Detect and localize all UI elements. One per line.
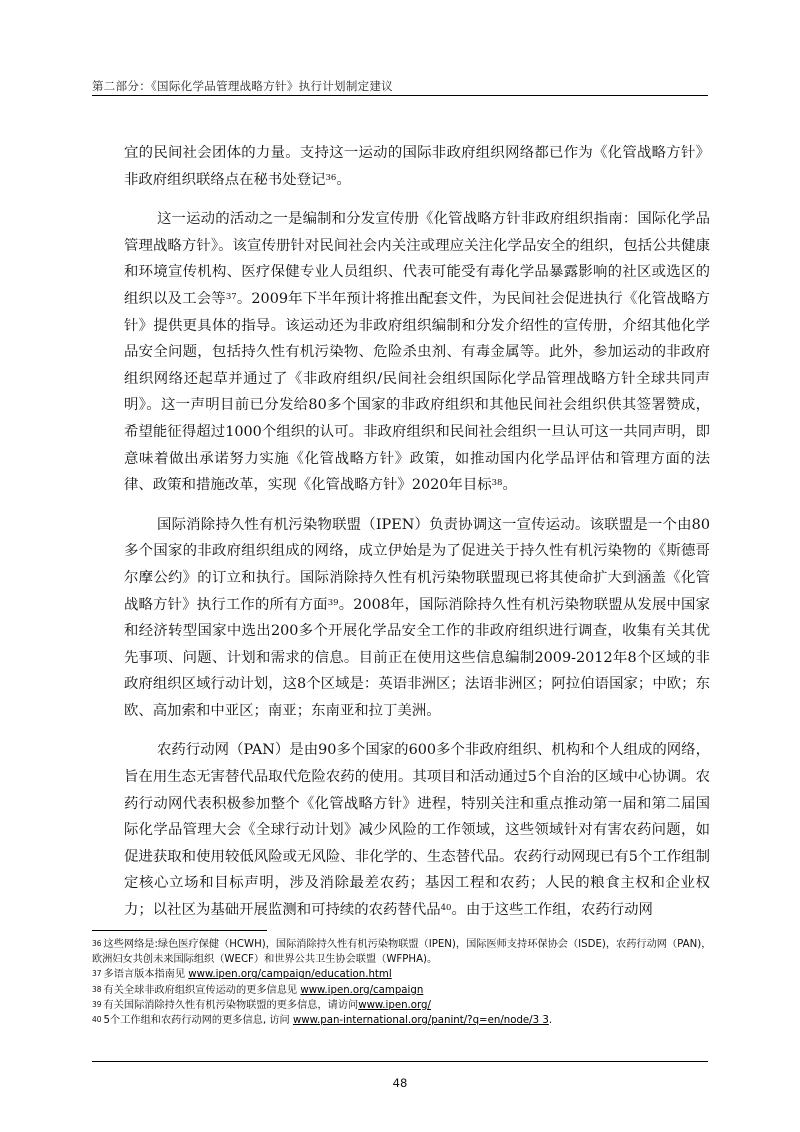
footnote-ref-39[interactable]: 39: [327, 597, 339, 608]
running-header: 第二部分：《国际化学品管理战略方针》执行计划制定建议: [92, 79, 394, 93]
footer-divider: [92, 1061, 708, 1062]
footnote-number: 38: [92, 984, 102, 994]
paragraph-1-text: 宜的民间社会团体的力量。支持这一运动的国际非政府组织网络都已作为《化管战略方针》非政府组织联络点在秘书处登记: [124, 145, 710, 188]
footnote-ref-40[interactable]: 40: [440, 903, 452, 914]
footnote-38: [92, 983, 712, 998]
paragraph-2-end: 。: [502, 477, 517, 494]
footnotes: [92, 937, 712, 1028]
footnote-text: 有关全球非政府组织宣传运动的更多信息见: [103, 984, 301, 996]
footnote-number: 36: [92, 939, 102, 948]
footnote-link[interactable]: www.ipen.org/campaign: [300, 984, 424, 996]
footnote-text: 5个工作组和农药行动网的更多信息, 访问: [103, 1015, 293, 1027]
footnote-text: 这些网络是:绿色医疗保健（HCWH)，国际消除持久性有机污染物联盟（IPEN)，国际医师支持环保协会（ISDE)，农药行动网（PAN)，欧洲妇女共创未来国际组织（WECF）和世界公共卫生协会联盟（WFPHA)。: [92, 939, 712, 966]
footnote-link[interactable]: www.ipen.org/campaign/education.html: [188, 969, 392, 981]
body-text: [124, 140, 710, 937]
footnote-37: [92, 967, 712, 982]
paragraph-3-end: 。2008年，国际消除持久性有机污染物联盟从发展中国家和经济转型国家中选出200多个开展化学品安全工作的非政府组织进行调查，收集有关其优先事项、问题、计划和需求的信息。目前正在使用这些信息编制2009-2012年8个区域的非政府组织区域行动计划，这8个区域是：英语非洲区；法语非洲区；阿拉伯语国家；中欧；东欧、高加索和中亚区；南亚；东南亚和拉丁美洲。: [124, 596, 710, 719]
paragraph-4-end: 。由于这些工作组，农药行动网: [451, 902, 653, 919]
paragraph-2-mid: 。2009年下半年预计将推出配套文件，为民间社会促进执行《化管战略方针》提供更具体的指导。该运动还为非政府组织编制和分发介绍性的宣传册，介绍其他化学品安全问题，包括持久性有机污染物、危险杀虫剂、有毒金属等。此外，参加运动的非政府组织网络还起草并通过了《非政府组织/民间社会组织国际化学品管理战略方针全球共同声明》。这一声明目前已分发给80多个国家的非政府组织和其他民间社会组织供其签署赞成，希望能征得超过1000个组织的认可。非政府组织和民间社会组织一旦认可这一共同声明，即意味着做出承诺努力实施《化管战略方针》政策，如推动国内化学品评估和管理方面的法律、政策和措施改革，实现《化管战略方针》2020年目标: [124, 290, 710, 494]
footnote-link[interactable]: www.pan-international.org/panint/?q=en/node/3 3: [292, 1015, 549, 1027]
paragraph-1: [124, 140, 710, 193]
footnote-ref-36[interactable]: 36: [325, 172, 337, 183]
footnote-number: 40: [92, 1015, 102, 1025]
page-number: 48: [392, 1076, 408, 1090]
paragraph-1-end: 。: [336, 171, 351, 188]
paragraph-2-text: 这一运动的活动之一是编制和分发宣传册《化管战略方针非政府组织指南：国际化学品管理战略方针》。该宣传册针对民间社会内关注或理应关注化学品安全的组织，包括公共健康和环境宣传机构、医疗保健专业人员组织、代表可能受有毒化学品暴露影响的社区或选区的组织以及工会等: [124, 211, 710, 307]
paragraph-3: [124, 512, 710, 725]
paragraph-4-text: 农药行动网（PAN）是由90多个国家的600多个非政府组织、机构和个人组成的网络，旨在用生态无害替代品取代危险农药的使用。其项目和活动通过5个自治的区域中心协调。农药行动网代表积极参加整个《化管战略方针》进程，特别关注和重点推动第一届和第二届国际化学品管理大会《全球行动计划》减少风险的工作领域，这些领域针对有害农药问题，如促进获取和使用较低风险或无风险、非化学的、生态替代品。农药行动网现已有5个工作组制定核心立场和目标声明，涉及消除最差农药；基因工程和农药；人民的粮食主权和企业权力；以社区为基础开展监测和可持续的农药替代品: [124, 742, 710, 919]
paragraph-4: [124, 737, 710, 923]
paragraph-3-text: 国际消除持久性有机污染物联盟（IPEN）负责协调这一宣传运动。该联盟是一个由80多个国家的非政府组织组成的网络，成立伊始是为了促进关于持久性有机污染物的《斯德哥尔摩公约》的订立和执行。国际消除持久性有机污染物联盟现已将其使命扩大到涵盖《化管战略方针》执行工作的所有方面: [124, 516, 710, 613]
footnote-number: 39: [92, 999, 102, 1009]
footnote-link[interactable]: www.ipen.org/: [358, 999, 431, 1011]
paragraph-2: [124, 206, 710, 499]
footnote-39: [92, 998, 712, 1013]
footnote-divider: [92, 930, 267, 931]
footnote-40: [92, 1013, 712, 1028]
header-divider: [92, 95, 708, 96]
footnote-text: 多语言版本指南见: [103, 969, 189, 981]
footnote-ref-37[interactable]: 37: [225, 291, 237, 302]
footnote-36: [92, 937, 712, 967]
footnote-number: 37: [92, 969, 102, 979]
footnote-ref-38[interactable]: 38: [491, 478, 503, 489]
footnote-end: .: [548, 1015, 553, 1027]
footnote-text: 有关国际消除持久性有机污染物联盟的更多信息，请访问: [103, 999, 359, 1011]
